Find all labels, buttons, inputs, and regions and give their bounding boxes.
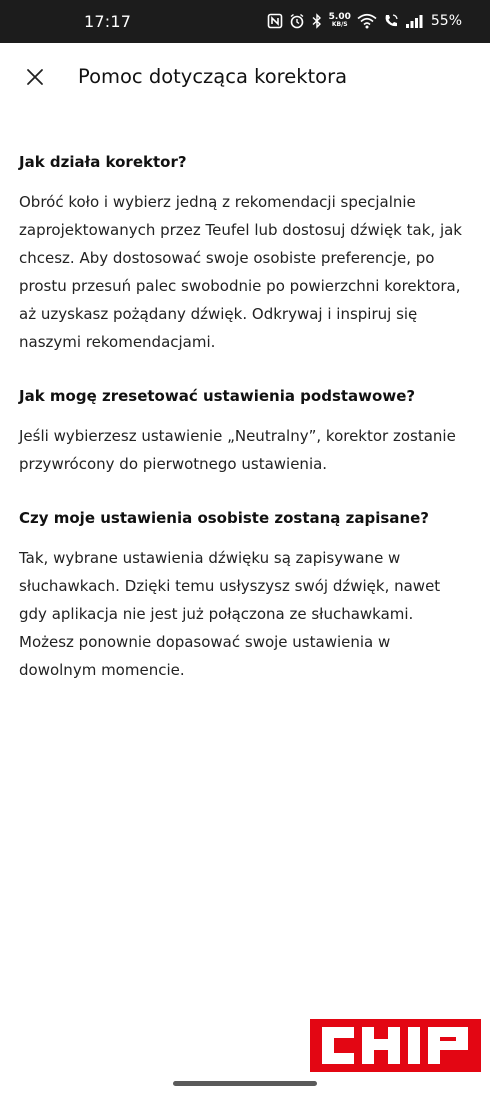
- faq-question: Czy moje ustawienia osobiste zostaną zapisane?: [19, 509, 429, 527]
- home-indicator[interactable]: [173, 1081, 317, 1086]
- status-icons: [267, 10, 462, 32]
- net-speed: [329, 13, 351, 29]
- app-bar: [0, 43, 490, 115]
- faq-list: [19, 148, 471, 710]
- battery-level: 55%: [430, 13, 462, 29]
- status-bar: [0, 0, 490, 43]
- close-button[interactable]: [18, 62, 52, 96]
- bluetooth-icon: [311, 13, 323, 29]
- faq-item: [19, 504, 471, 684]
- alarm-icon: [289, 13, 305, 29]
- nfc-icon: [267, 13, 283, 29]
- faq-answer: Tak, wybrane ustawienia dźwięku są zapisywane w słuchawkach. Dzięki temu usłyszysz swój dźwięk, nawet gdy aplikacja nie jest już połączona ze słuchawkami. Możesz ponownie dopasować swoje ustawienia w dowolnym momencie.: [19, 549, 441, 679]
- faq-answer: Obróć koło i wybierz jedną z rekomendacji specjalnie zaprojektowanych przez Teufel lub dostosuj dźwięk tak, jak chcesz. Aby dostosować swoje osobiste preferencje, po prostu przesuń palec swobodnie po powierzchni korektora, aż uzyskasz pożądany dźwięk. Odkrywaj i inspiruj się naszymi rekomendacjami.: [19, 193, 462, 351]
- net-speed-unit: KB/S: [331, 21, 348, 28]
- faq-question: Jak mogę zresetować ustawienia podstawowe?: [19, 387, 416, 405]
- chip-logo: [310, 1019, 481, 1072]
- faq-answer: Jeśli wybierzesz ustawienie „Neutralny”, korektor zostanie przywrócony do pierwotnego ustawienia.: [19, 427, 456, 473]
- page-title: Pomoc dotycząca korektora: [78, 65, 348, 88]
- signal-icon: [405, 13, 423, 29]
- close-icon: [26, 68, 44, 90]
- call-icon: [383, 13, 399, 29]
- faq-item: [19, 382, 471, 478]
- net-speed-value: 5.00: [328, 12, 351, 22]
- faq-item: [19, 148, 471, 356]
- faq-question: Jak działa korektor?: [19, 153, 187, 171]
- wifi-icon: [357, 13, 377, 29]
- chip-logo-mark: [310, 1019, 481, 1072]
- status-time: 17:17: [84, 12, 132, 31]
